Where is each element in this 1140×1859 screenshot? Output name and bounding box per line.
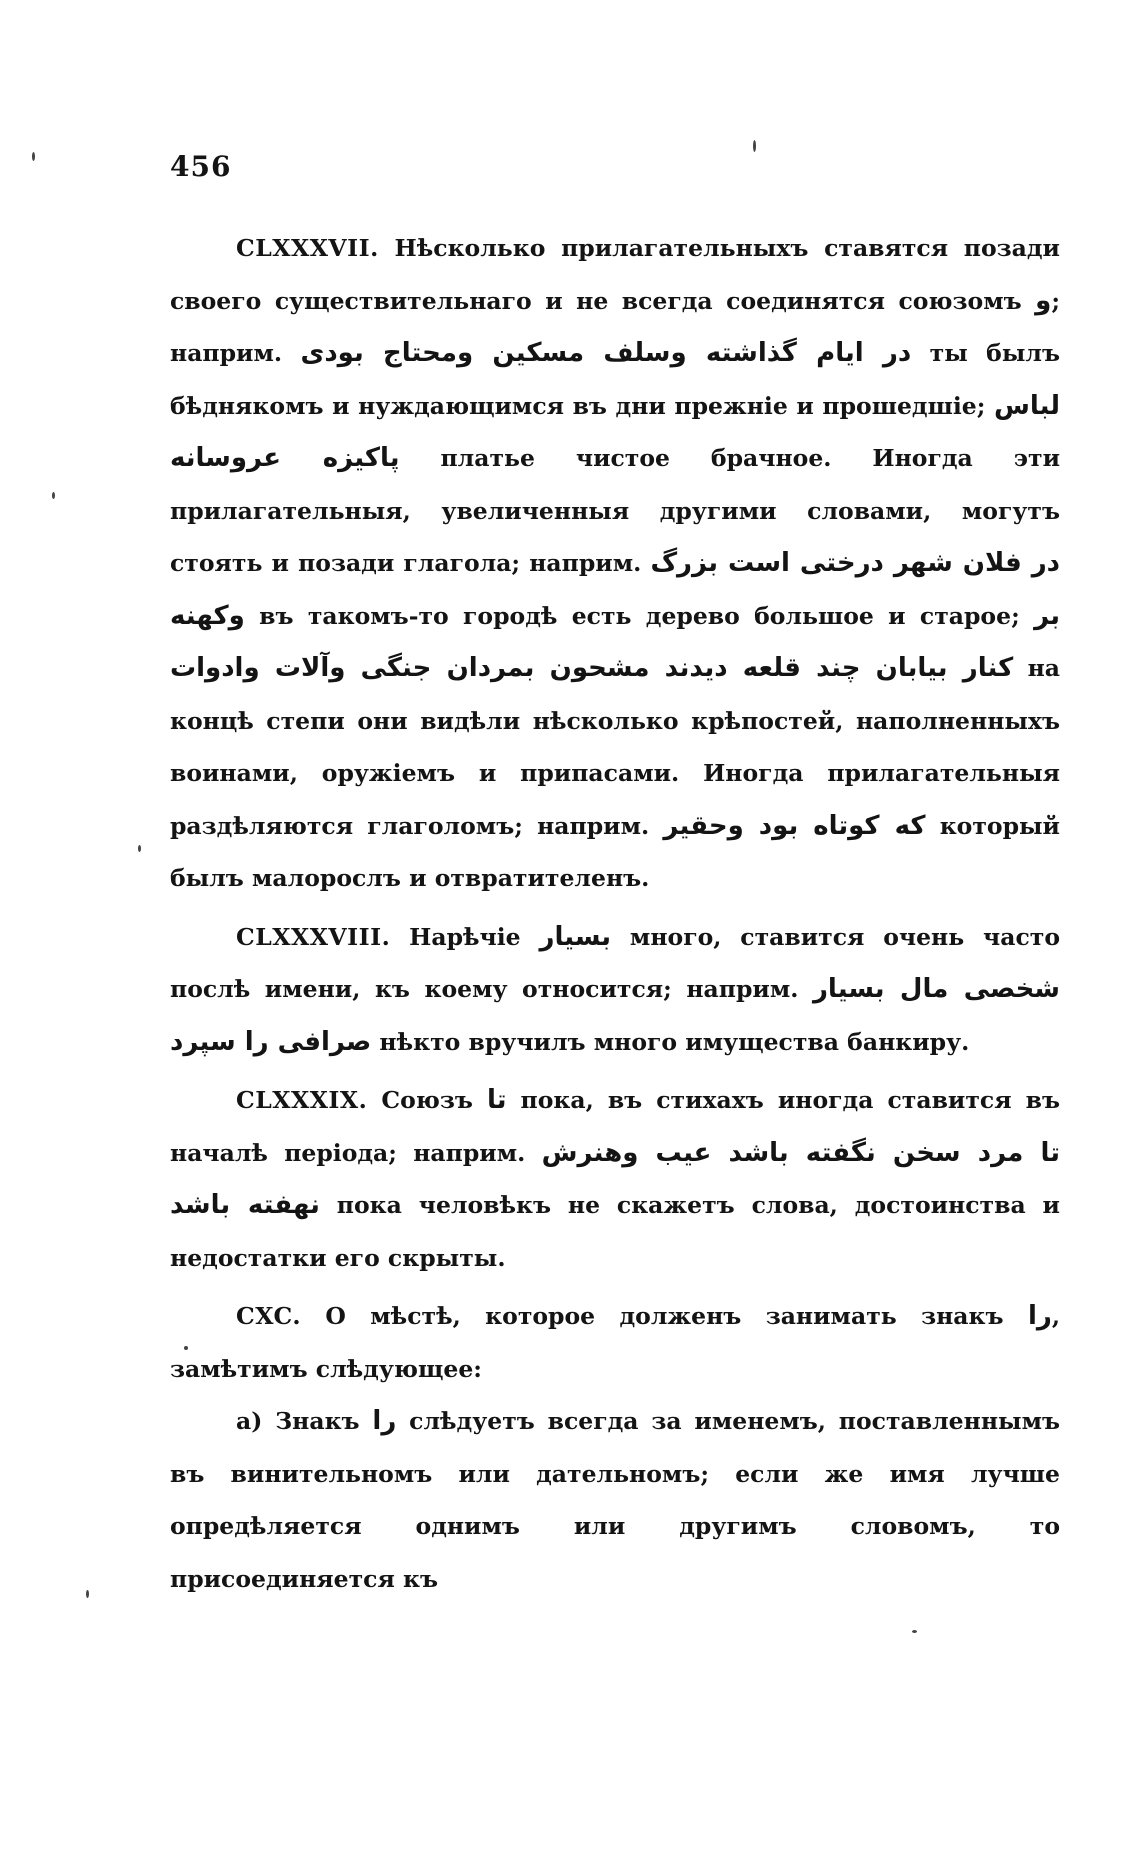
scan-speck bbox=[32, 152, 35, 161]
section-189 bbox=[170, 1074, 1060, 1284]
page-number: 456 bbox=[170, 150, 232, 183]
scan-speck bbox=[138, 845, 141, 852]
section-text: Союзъ bbox=[381, 1086, 473, 1114]
scan-speck bbox=[184, 1346, 188, 1350]
section-text: пока, въ стихахъ иногда ставится въ началѣ періода; наприм. bbox=[170, 1086, 1060, 1167]
section-text: Знакъ bbox=[275, 1407, 360, 1435]
section-number: CXC. bbox=[236, 1302, 301, 1330]
scan-speck bbox=[912, 1630, 917, 1633]
persian-example: لباس پاکیزه عروسانه bbox=[170, 390, 1060, 473]
section-text: , замѣтимъ слѣдующее: bbox=[170, 1302, 1061, 1383]
section-text: на концѣ степи они видѣли нѣсколько крѣпостей, наполненныхъ воинами, оружіемъ и припасами. Иногда прилагательныя раздѣляются глаголомъ; наприм. bbox=[170, 654, 1060, 840]
section-188 bbox=[170, 911, 1060, 1069]
section-text: который былъ малорослъ и отвратителенъ. bbox=[170, 811, 1060, 892]
section-187 bbox=[170, 222, 1060, 905]
persian-example: را bbox=[1027, 1301, 1052, 1331]
persian-example: بر کنار بیابان چند قلعه دیدند مشحون بمردان جنگی وآلات وادوات bbox=[170, 600, 1061, 683]
point-label: a) bbox=[236, 1407, 263, 1435]
section-text: нѣкто вручилъ много имущества банкиру. bbox=[379, 1027, 970, 1056]
persian-example: بسیار bbox=[539, 921, 612, 952]
page-body bbox=[170, 222, 1060, 1605]
persian-example: تا مرد سخن نگفته باشد عیب وهنرش نهفته باشد bbox=[170, 1137, 1060, 1220]
section-text: платье чистое брачное. Иногда эти прилагательныя, увеличенныя другими словами, могутъ стоять и позади глагола; наприм. bbox=[170, 444, 1060, 577]
persian-example: و bbox=[1035, 285, 1052, 316]
section-text: слѣдуетъ всегда за именемъ, поставленнымъ въ винительномъ или дательномъ; если же имя лучше опредѣляется однимъ или другимъ словомъ, то присоединяется къ bbox=[170, 1407, 1061, 1593]
scan-speck bbox=[86, 1590, 89, 1598]
point-a bbox=[170, 1395, 1060, 1605]
section-text: ты былъ бѣднякомъ и нуждающимся въ дни прежніе и прошедшіе; bbox=[170, 339, 1060, 420]
section-text: въ такомъ-то городѣ есть дерево большое и старое; bbox=[259, 601, 1020, 630]
persian-example: تا bbox=[486, 1085, 507, 1115]
persian-example: شخصی مال بسیار صرافی را سپرد bbox=[170, 974, 1060, 1057]
scan-speck bbox=[52, 492, 55, 499]
section-text: Нѣсколько прилагательныхъ ставятся позади своего существительнаго и не всегда соединятся союзомъ bbox=[170, 234, 1060, 315]
persian-example: در فلان شهر درختی است بزرگ وکهنه bbox=[170, 548, 1061, 631]
section-number: CLXXXVIII. bbox=[236, 922, 391, 951]
persian-example: که کوتاه بود وحقیر bbox=[663, 810, 926, 841]
persian-example: در ایام گذاشته وسلف مسکین ومحتاج بودی bbox=[300, 338, 912, 368]
section-text: О мѣстѣ, которое долженъ занимать знакъ bbox=[325, 1302, 1004, 1330]
section-text: много, ставится очень часто послѣ имени, къ коему относится; наприм. bbox=[170, 922, 1060, 1003]
section-text: пока человѣкъ не скажетъ слова, достоинства и недостатки его скрыты. bbox=[170, 1191, 1060, 1272]
section-190 bbox=[170, 1290, 1060, 1395]
section-number: CLXXXIX. bbox=[236, 1086, 368, 1114]
scan-speck bbox=[753, 140, 756, 152]
section-text: ; наприм. bbox=[170, 286, 1060, 367]
section-number: CLXXXVII. bbox=[236, 234, 379, 262]
persian-example: را bbox=[372, 1406, 397, 1436]
section-text: Нарѣчіе bbox=[409, 922, 521, 951]
